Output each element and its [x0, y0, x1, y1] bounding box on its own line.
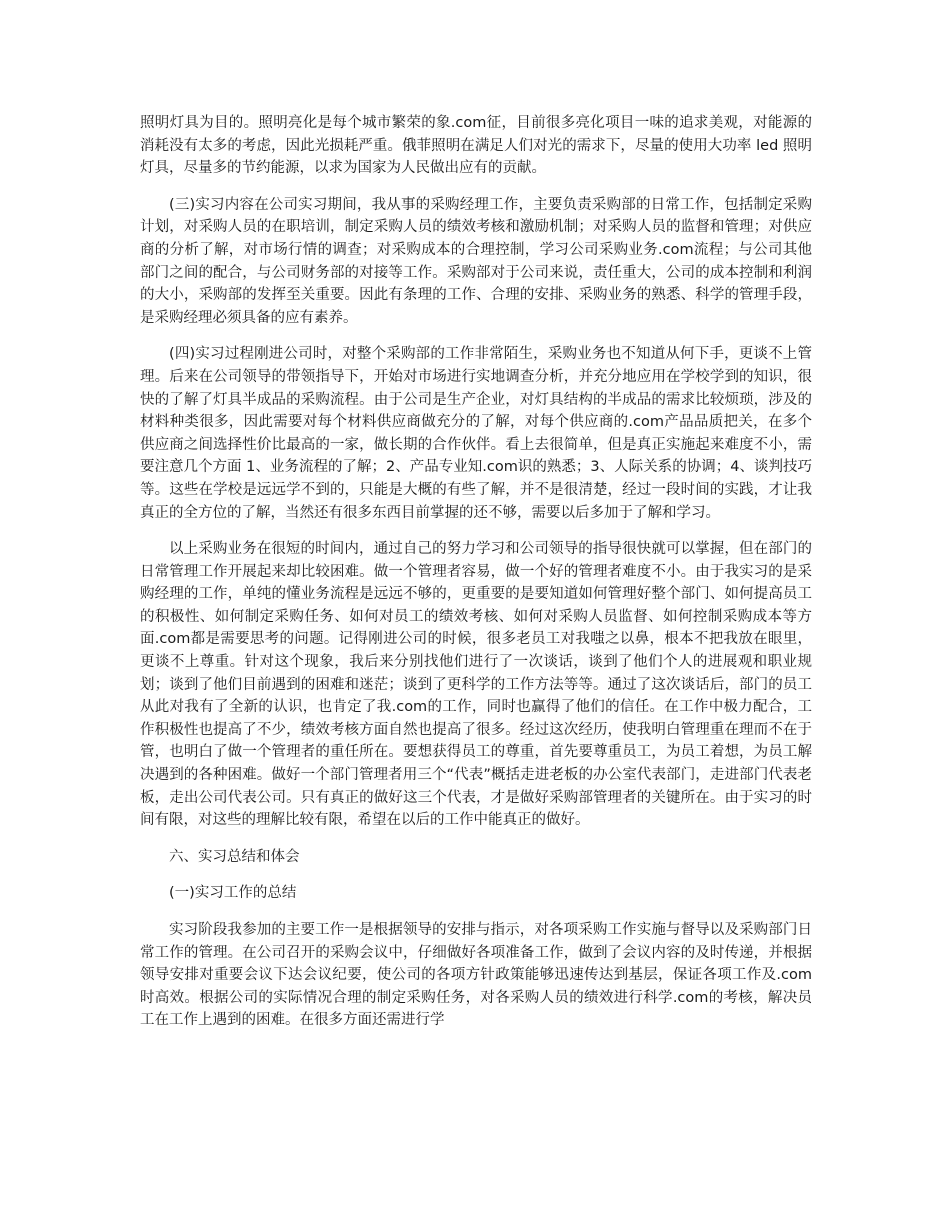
section-heading-summary: 六、实习总结和体会 — [169, 848, 300, 865]
paragraph-work-summary: 实习阶段我参加的主要工作一是根据领导的安排与指示，对各项采购工作实施与督导以及采购部门日常工作的管理。在公司召开的采购会议中，仔细做好各项准备工作，做到了会议内容的及时传递，并根据领导安排对重要会议下达会议纪要，使公司的各项方针政策能够迅速传达到基层，保证各项工作及.com时高效。根据公司的实际情况合理的制定采购任务，对各采购人员的绩效进行科学.com的考核，解决员工在工作上遇到的困难。在很多方面还需进行学 — [140, 922, 812, 1029]
document-body — [140, 112, 812, 1046]
paragraph-internship-process: (四)实习过程刚进公司时，对整个采购部的工作非常陌生，采购业务也不知道从何下手，更谈不上管理。后来在公司领导的带领指导下，开始对市场进行实地调查分析，并充分地应用在学校学到的知识，很快的了解了灯具半成品的采购流程。由于公司是生产企业，对灯具结构的半成品的需求比较烦琐，涉及的材料种类很多，因此需要对每个材料供应商做充分的了解，对每个供应商的.com产品品质把关，在多个供应商之间选择性价比最高的一家，做长期的合作伙伴。看上去很简单，但是真正实施起来难度不小，需要注意几个方面 1、业务流程的了解；2、产品专业知.com识的熟悉；3、人际关系的协调；4、谈判技巧等。这些在学校是远远学不到的，只能是大概的有些了解，并不是很清楚，经过一段时间的实践，才让我真正的全方位的了解，当然还有很多东西目前掌握的还不够，需要以后多加于了解和学习。 — [140, 346, 812, 521]
paragraph-management-experience: 以上采购业务在很短的时间内，通过自己的努力学习和公司领导的指导很快就可以掌握，但在部门的日常管理工作开展起来却比较困难。做一个管理者容易，做一个好的管理者难度不小。由于我实习的是采购经理的工作，单纯的懂业务流程是远远不够的，更重要的是要知道如何管理好整个部门、如何提高员工的积极性、如何制定采购任务、如何对员工的绩效考核、如何对采购人员监督、如何控制采购成本等方面.com都是需要思考的问题。记得刚进公司的时候，很多老员工对我嗤之以鼻，根本不把我放在眼里，更谈不上尊重。针对这个现象，我后来分别找他们进行了一次谈话，谈到了他们个人的进展观和职业规划；谈到了他们目前遇到的困难和迷茫；谈到了更科学的工作方法等等。通过了这次谈话后，部门的员工从此对我有了全新的认识，也肯定了我.com的工作，同时也赢得了他们的信任。在工作中极力配合，工作积极性也提高了不少，绩效考核方面自然也提高了很多。经过这次经历，使我明白管理重在理而不在于管，也明白了做一个管理者的重任所在。要想获得员工的尊重，首先要尊重员工，为员工着想，为员工解决遇到的各种困难。做好一个部门管理者用三个“代表”概括走进老板的办公室代表部门，走进部门代表老板，走出公司代表公司。只有真正的做好这三个代表，才是做好采购部管理者的关键所在。由于实习的时间有限，对这些的理解比较有限，希望在以后的工作中能真正的做好。 — [140, 541, 812, 829]
subsection-heading-work-summary: (一)实习工作的总结 — [169, 885, 297, 902]
paragraph-lighting-goal: 照明灯具为目的。照明亮化是每个城市繁荣的象.com征，目前很多亮化项目一味的追求美观，对能源的消耗没有太多的考虑，因此光损耗严重。俄菲照明在满足人们对光的需求下，尽量的使用大功率 led 照明灯具，尽量多的节约能源，以求为国家为人民做出应有的贡献。 — [140, 115, 812, 177]
paragraph-internship-content: (三)实习内容在公司实习期间，我从事的采购经理工作，主要负责采购部的日常工作，包括制定采购计划，对采购人员的在职培训，制定采购人员的绩效考核和激励机制；对采购人员的监督和管理；对供应商的分析了解，对市场行情的调查；对采购成本的合理控制，学习公司采购业务.com流程；与公司其他部门之间的配合，与公司财务部的对接等工作。采购部对于公司来说，责任重大，公司的成本控制和利润的大小，采购部的发挥至关重要。因此有条理的工作、合理的安排、采购业务的熟悉、科学的管理手段，是采购经理必须具备的应有素养。 — [140, 196, 812, 326]
